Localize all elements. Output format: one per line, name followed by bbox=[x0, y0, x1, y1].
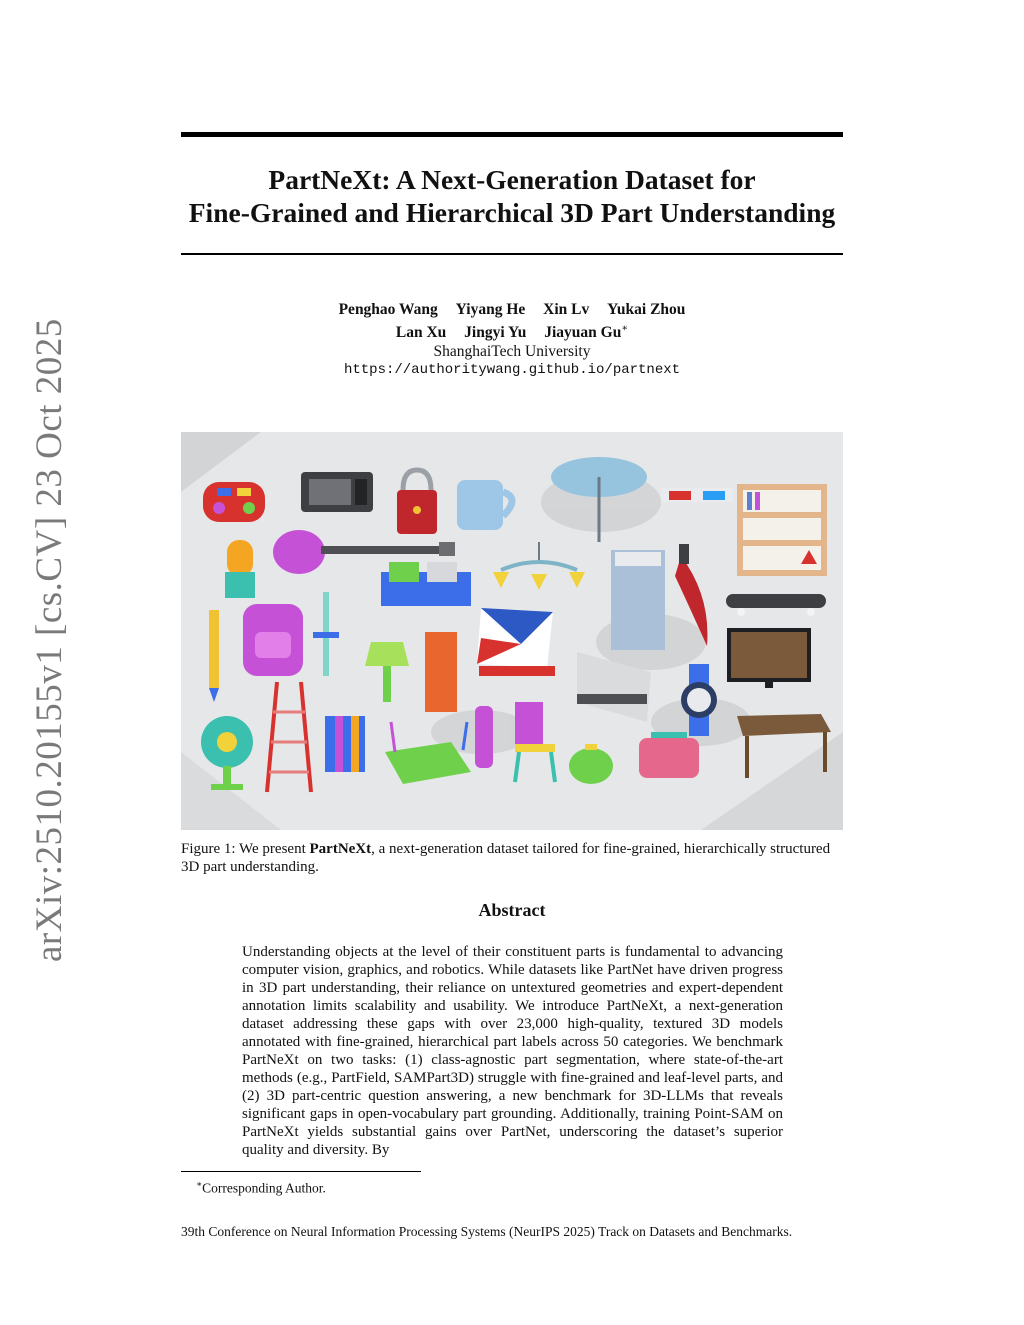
author-name: Xin Lv bbox=[543, 301, 590, 318]
glasses-object bbox=[661, 488, 733, 502]
bin-object bbox=[325, 716, 365, 772]
title-line-2: Fine-Grained and Hierarchical 3D Part Understanding bbox=[188, 197, 836, 228]
pencil-object bbox=[209, 610, 219, 702]
author-row-2 bbox=[181, 319, 843, 342]
title-rule-bottom bbox=[181, 253, 843, 255]
project-url[interactable]: https://authoritywang.github.io/partnext bbox=[343, 362, 681, 379]
author-name: Yukai Zhou bbox=[607, 301, 686, 318]
author-name: Yiyang He bbox=[455, 301, 526, 318]
tv-object bbox=[727, 628, 811, 688]
author-name: Lan Xu bbox=[395, 324, 447, 342]
abstract-heading: Abstract bbox=[478, 900, 546, 920]
title-rule-top bbox=[181, 132, 843, 137]
flashlight-object bbox=[475, 706, 493, 768]
venue-line: 39th Conference on Neural Information Processing Systems (NeurIPS 2025) Track on Datasets and Benchmarks. bbox=[181, 1224, 793, 1239]
footnote: ∗Corresponding Author. bbox=[196, 1179, 326, 1196]
door-object bbox=[425, 632, 457, 712]
toaster-object bbox=[639, 732, 699, 778]
title-line-1: PartNeXt: A Next-Generation Dataset for bbox=[268, 164, 756, 195]
author-name-corresponding: Jiayuan Gu∗ bbox=[544, 323, 629, 342]
author-block bbox=[181, 300, 843, 380]
teaser-figure bbox=[181, 432, 843, 830]
abstract-body: Understanding objects at the level of their constituent parts is fundamental to advancing computer vision, graphics, and robotics. While datasets like PartNet have driven progress in 3D part understanding, their reliance on untextured geometries and expert-dependent annotation limits scalability and usability. We introduce PartNeXt, a next-generation dataset addressing these gaps with over 23,000 high-quality, textured 3D models annotated with fine-grained, hierarchical part labels across 50 categories. We benchmark PartNeXt on two tasks: (1) class-agnostic part segmentation, where state-of-the-art methods (e.g., PartField, SAMPart3D) struggle with fine-grained and leaf-level parts, and (2) 3D part-centric question answering, a new benchmark for 3D-LLMs that reveals significant gaps in open-vocabulary part grounding. Additionally, training Point-SAM on PartNeXt yields substantial gains over PartNet, underscoring the dataset’s superior quality and diversity. By bbox=[242, 944, 783, 1158]
gamepad-object bbox=[203, 482, 265, 522]
author-name: Penghao Wang bbox=[338, 301, 438, 318]
author-row-1 bbox=[181, 300, 843, 319]
affiliation: ShanghaiTech University bbox=[433, 343, 591, 361]
author-name: Jingyi Yu bbox=[464, 324, 527, 342]
backpack-object bbox=[243, 604, 303, 676]
footnote-mark: ∗ bbox=[196, 1179, 203, 1189]
footnote-rule bbox=[181, 1171, 421, 1172]
bed-object bbox=[611, 550, 665, 650]
microwave-object bbox=[301, 472, 373, 512]
caption-dataset-name: PartNeXt bbox=[309, 841, 372, 857]
paper-title bbox=[181, 163, 843, 229]
arxiv-stamp: arXiv:2510.20155v1 [cs.CV] 23 Oct 2025 bbox=[29, 318, 70, 962]
figure-caption: Figure 1: We present PartNeXt, a next-generation dataset tailored for fine-grained, hierarchically structured 3D part understanding. bbox=[181, 841, 831, 875]
teaser-render bbox=[181, 432, 843, 830]
cushion-object bbox=[225, 540, 255, 598]
bookshelf-object bbox=[737, 484, 827, 576]
corresponding-mark: ∗ bbox=[621, 323, 629, 334]
